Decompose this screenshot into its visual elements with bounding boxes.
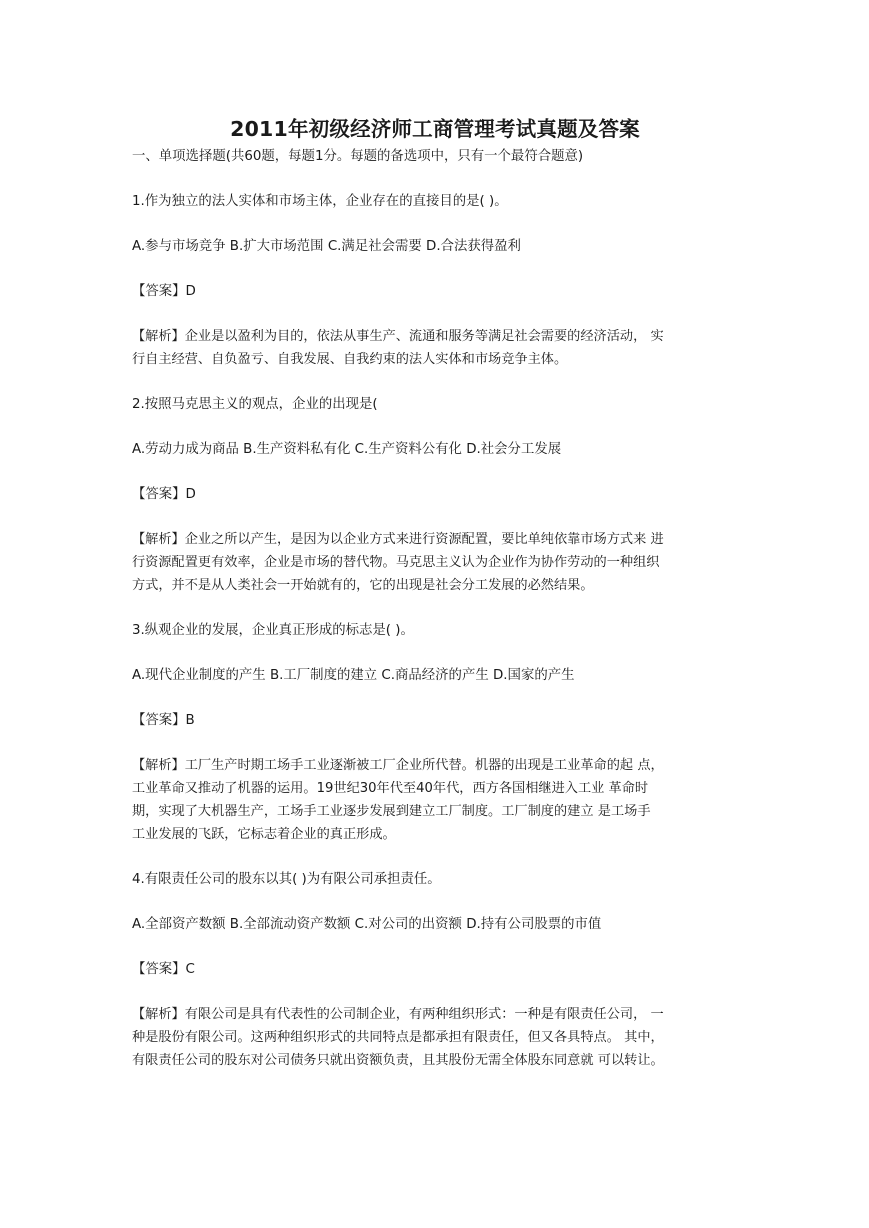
explanation-line: 【解析】企业是以盈利为目的，依法从事生产、流通和服务等满足社会需要的经济活动， 实 (132, 329, 664, 344)
explanation-line: 【解析】企业之所以产生，是因为以企业方式来进行资源配置，要比单纯依靠市场方式来 进 (132, 532, 664, 547)
answer-text: 【答案】B (132, 713, 195, 728)
explanation (132, 1003, 738, 1072)
explanation (132, 325, 738, 371)
question-block (132, 868, 738, 1072)
explanation-line: 工业革命又推动了机器的运用。19世纪30年代至40年代，西方各国相继进入工业 革命时 (132, 781, 649, 796)
explanation-line: 行资源配置更有效率，企业是市场的替代物。马克思主义认为企业作为协作劳动的一种组织 (132, 555, 660, 570)
question-block (132, 619, 738, 846)
explanation-line: 工业发展的飞跃，它标志着企业的真正形成。 (132, 827, 396, 842)
section-heading: 一、单项选择题(共60题，每题1分。每题的备选项中，只有一个最符合题意) (132, 149, 584, 164)
explanation-line: 方式，并不是从人类社会一开始就有的，它的出现是社会分工发展的必然结果。 (132, 578, 594, 593)
answer-text: 【答案】D (132, 487, 196, 502)
explanation-line: 有限责任公司的股东对公司债务只就出资额负责，且其股份无需全体股东同意就 可以转让。 (132, 1053, 664, 1068)
question-text: 1.作为独立的法人实体和市场主体，企业存在的直接目的是( )。 (132, 194, 508, 209)
explanation-line: 种是股份有限公司。这两种组织形式的共同特点是都承担有限责任，但又各具特点。 其中， (132, 1030, 664, 1045)
question-text: 3.纵观企业的发展，企业真正形成的标志是( )。 (132, 623, 414, 638)
question-text: 2.按照马克思主义的观点，企业的出现是( (132, 397, 378, 412)
answer-text: 【答案】D (132, 284, 196, 299)
document-page (132, 112, 738, 1072)
question-options: A.全部资产数额 B.全部流动资产数额 C.对公司的出资额 D.持有公司股票的市值 (132, 917, 602, 932)
explanation (132, 528, 738, 597)
question-text: 4.有限责任公司的股东以其( )为有限公司承担责任。 (132, 872, 441, 887)
explanation-line: 行自主经营、自负盈亏、自我发展、自我约束的法人实体和市场竞争主体。 (132, 352, 568, 367)
explanation-line: 期，实现了大机器生产，工场手工业逐步发展到建立工厂制度。工厂制度的建立 是工场手 (132, 804, 651, 819)
question-options: A.劳动力成为商品 B.生产资料私有化 C.生产资料公有化 D.社会分工发展 (132, 442, 562, 457)
question-options: A.现代企业制度的产生 B.工厂制度的建立 C.商品经济的产生 D.国家的产生 (132, 668, 575, 683)
question-options: A.参与市场竞争 B.扩大市场范围 C.满足社会需要 D.合法获得盈利 (132, 239, 521, 254)
explanation-line: 【解析】工厂生产时期工场手工业逐渐被工厂企业所代替。机器的出现是工业革命的起 点， (132, 758, 664, 773)
explanation-line: 【解析】有限公司是具有代表性的公司制企业，有两种组织形式：一种是有限责任公司， 一 (132, 1007, 664, 1022)
document-title: 2011年初级经济师工商管理考试真题及答案 (230, 117, 640, 141)
explanation (132, 754, 738, 846)
answer-text: 【答案】C (132, 962, 195, 977)
question-block (132, 190, 738, 371)
question-block (132, 393, 738, 597)
